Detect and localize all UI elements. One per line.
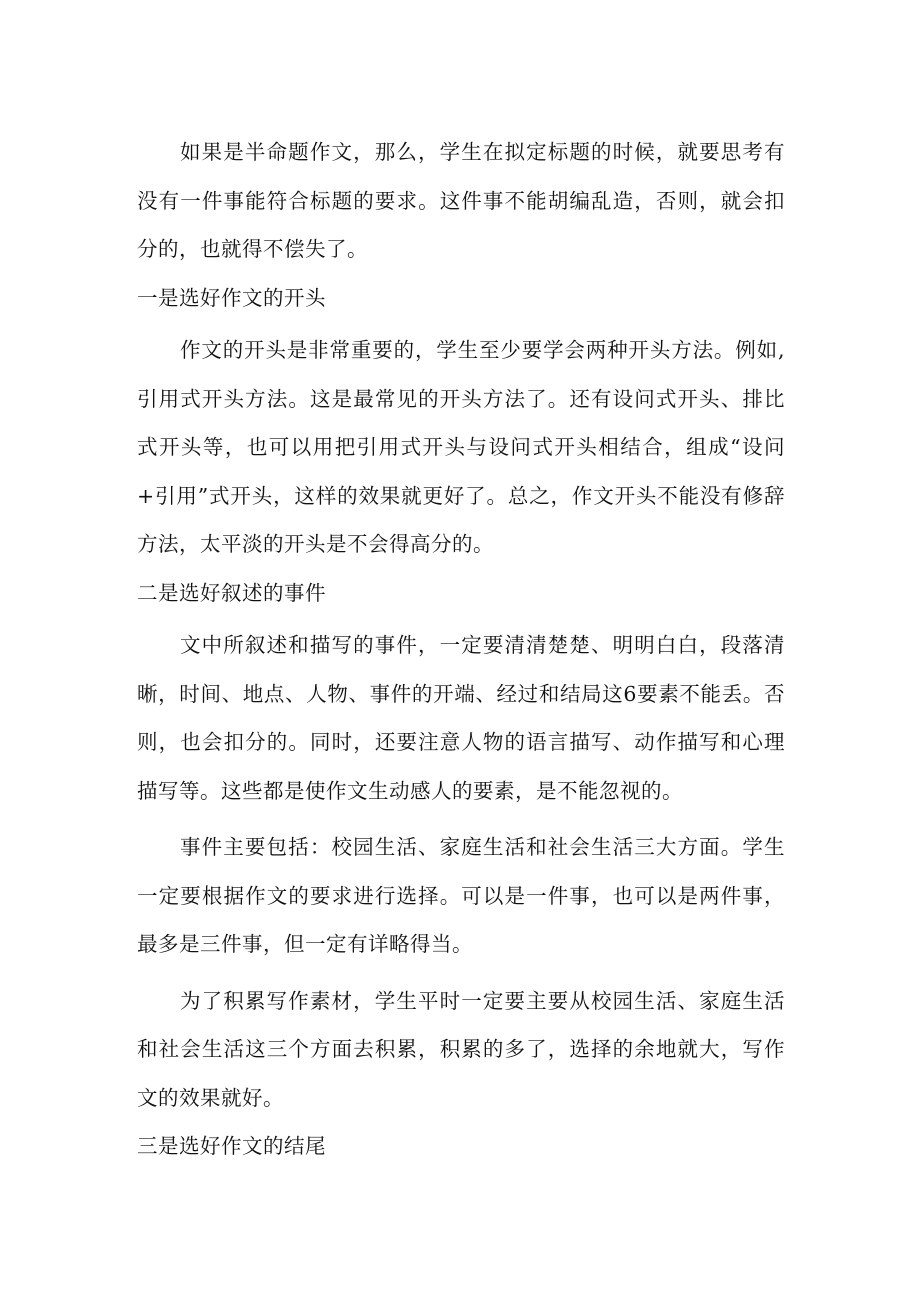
section-heading-ending: 三是选好作文的结尾 — [137, 1134, 326, 1158]
paragraph-material-accumulation: 为了积累写作素材，学生平时一定要主要从校园生活、家庭生活和社会生活这三个方面去积累，积累的多了，选择的余地就大，写作文的效果就好。 — [137, 988, 785, 1110]
section-heading-events: 二是选好叙述的事件 — [137, 580, 326, 605]
paragraph-events-description: 文中所叙述和描写的事件，一定要清清楚楚、明明白白，段落清晰，时间、地点、人物、事件的开端、经过和结局这6要素不能丢。否则，也会扣分的。同时，还要注意人物的语言描写、动作描写和心理描写等。这些都是使作文生动感人的要素，是不能忽视的。 — [137, 633, 785, 803]
paragraph-half-topic: 如果是半命题作文，那么，学生在拟定标题的时候，就要思考有没有一件事能符合标题的要求。这件事不能胡编乱造，否则，就会扣分的，也就得不偿失了。 — [137, 140, 785, 261]
document-body — [137, 128, 785, 1171]
paragraph-events-types: 事件主要包括：校园生活、家庭生活和社会生活三大方面。学生一定要根据作文的要求进行选择。可以是一件事，也可以是两件事，最多是三件事，但一定有详略得当。 — [137, 835, 785, 956]
paragraph-opening: 作文的开头是非常重要的，学生至少要学会两种开头方法。例如,引用式开头方法。这是最常见的开头方法了。还有设问式开头、排比式开头等，也可以用把引用式开头与设问式开头相结合，组成“设问+引用”式开头，这样的效果就更好了。总之，作文开头不能没有修辞方法，太平淡的开头是不会得高分的。 — [137, 338, 785, 556]
section-heading-opening: 一是选好作文的开头 — [137, 285, 326, 310]
